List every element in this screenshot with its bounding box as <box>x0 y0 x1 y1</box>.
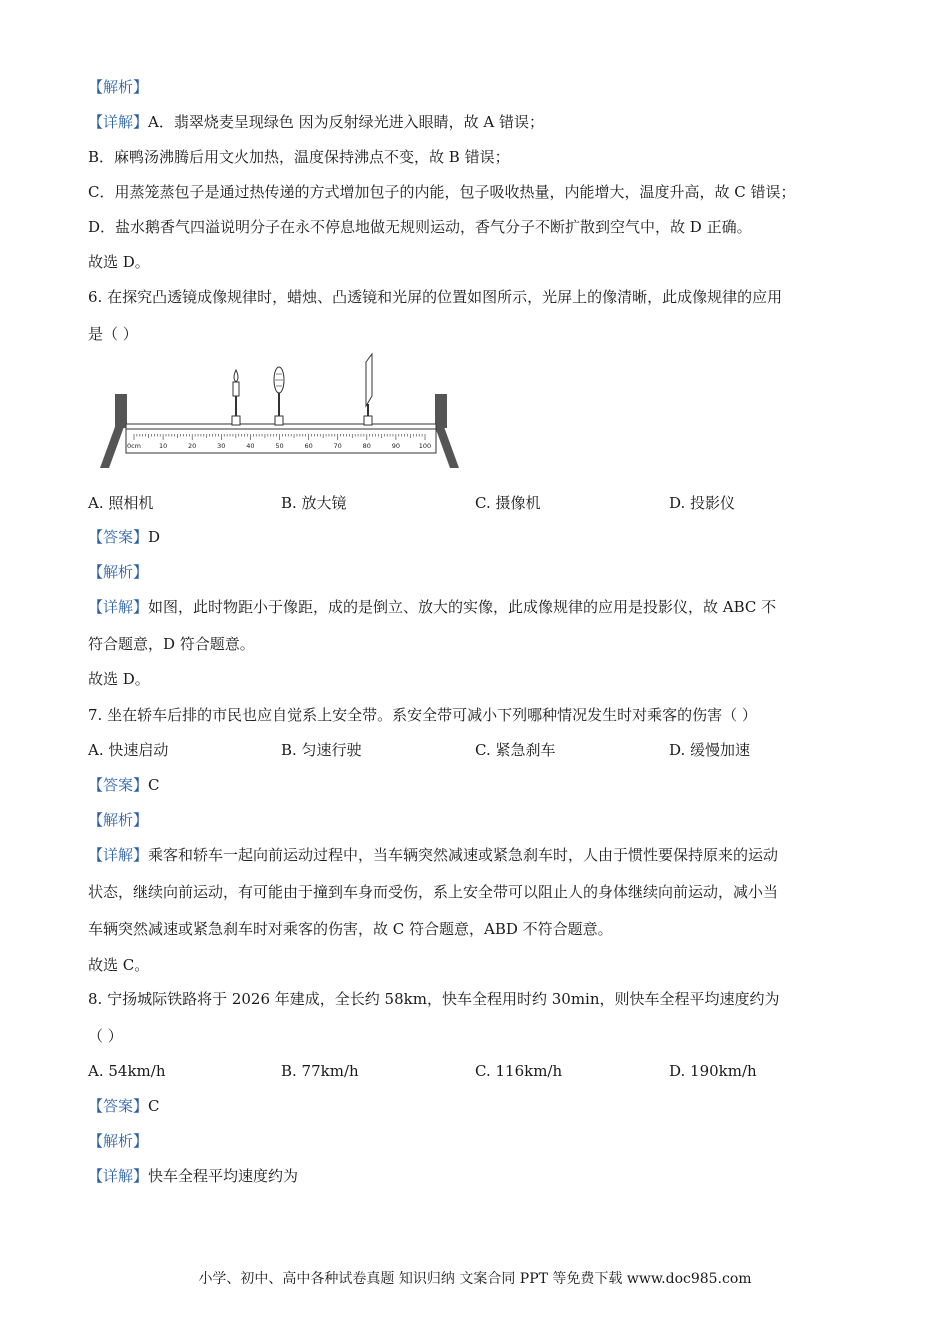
ruler-tick-label: 40 <box>246 442 255 450</box>
q6-answer <box>88 527 160 547</box>
q6-detail-line2: 符合题意，D 符合题意。 <box>88 635 255 653</box>
answer-tag: 【答案】 <box>88 776 149 794</box>
q5-conclusion: 故选 D。 <box>88 253 150 271</box>
q8-option-d: D. 190km/h <box>669 1062 757 1080</box>
q5-detail-d: D．盐水鹅香气四溢说明分子在永不停息地做无规则运动，香气分子不断扩散到空气中，故 D 正确。 <box>88 218 752 236</box>
q7-option-a: A. 快速启动 <box>88 741 169 759</box>
bench-left-end <box>115 394 127 428</box>
detail-tag: 【详解】 <box>88 113 149 131</box>
ruler-tick-label: 20 <box>188 442 197 450</box>
ruler-tick-label: 100 <box>418 442 432 450</box>
q7-answer <box>88 775 160 795</box>
q7-option-d: D. 缓慢加速 <box>669 741 751 759</box>
q8-detail-text: 快车全程平均速度约为 <box>148 1167 299 1185</box>
q5-detail-a-text: A．翡翠烧麦呈现绿色 因为反射绿光进入眼睛，故 A 错误； <box>148 113 544 131</box>
q5-detail-b: B．麻鸭汤沸腾后用文火加热，温度保持沸点不变，故 B 错误； <box>88 148 510 166</box>
q8-stem-line1: 8. 宁扬城际铁路将于 2026 年建成，全长约 58km，快车全程用时约 30min，则快车全程平均速度约为 <box>88 990 780 1008</box>
q8-option-b: B. 77km/h <box>281 1062 359 1080</box>
q8-answer-value: C <box>148 1097 160 1115</box>
bench-left-leg <box>100 424 125 468</box>
q6-detail-text: 如图，此时物距小于像距，成的是倒立、放大的实像，此成像规律的应用是投影仪，故 ABC 不 <box>148 598 777 616</box>
analysis-tag: 【解析】 <box>88 78 149 96</box>
answer-tag: 【答案】 <box>88 528 149 546</box>
q8-stem-line2: （ ） <box>88 1027 123 1045</box>
q8-detail <box>88 1166 298 1186</box>
detail-tag: 【详解】 <box>88 598 149 616</box>
ruler-tick-label: 60 <box>304 442 313 450</box>
ruler-tick-label: 90 <box>391 442 401 450</box>
bench-right-leg <box>434 424 459 468</box>
detail-tag: 【详解】 <box>88 846 149 864</box>
ruler-tick-label: 0cm <box>126 442 142 450</box>
q7-conclusion: 故选 C。 <box>88 956 150 974</box>
q6-answer-value: D <box>148 528 161 546</box>
answer-tag: 【答案】 <box>88 1097 149 1115</box>
q6-option-b: B. 放大镜 <box>281 494 347 512</box>
q6-detail-line1 <box>88 597 776 617</box>
q5-detail-a <box>88 112 544 132</box>
page-footer: 小学、初中、高中各种试卷真题 知识归纳 文案合同 PPT 等免费下载 www.doc985.com <box>198 1271 752 1287</box>
q8-option-c: C. 116km/h <box>475 1062 563 1080</box>
q6-option-c: C. 摄像机 <box>475 494 541 512</box>
light-screen <box>364 354 372 425</box>
q8-answer <box>88 1096 160 1116</box>
ruler-tick-label: 50 <box>275 442 284 450</box>
q7-detail-line1 <box>88 845 778 865</box>
candle <box>232 370 240 425</box>
ruler-tick-label: 10 <box>158 442 168 450</box>
q7-detail-text: 乘客和轿车一起向前运动过程中，当车辆突然减速或紧急刹车时，人由于惯性要保持原来的运动 <box>148 846 779 864</box>
optical-bench-figure <box>98 352 463 472</box>
q8-option-a: A. 54km/h <box>88 1062 166 1080</box>
q5-detail-c: C．用蒸笼蒸包子是通过热传递的方式增加包子的内能，包子吸收热量，内能增大，温度升高，故 C 错误； <box>88 183 796 201</box>
q6-option-d: D. 投影仪 <box>669 494 736 512</box>
q7-option-c: C. 紧急刹车 <box>475 741 556 759</box>
q7-detail-line3: 车辆突然减速或紧急刹车时对乘客的伤害，故 C 符合题意，ABD 不符合题意。 <box>88 920 613 938</box>
convex-lens <box>274 367 284 425</box>
q7-option-b: B. 匀速行驶 <box>281 741 362 759</box>
q6-stem-line2: 是（ ） <box>88 325 138 343</box>
bench-right-end <box>435 394 447 428</box>
ruler-tick-label: 80 <box>362 442 371 450</box>
q6-option-a: A. 照相机 <box>88 494 154 512</box>
q8-analysis-tag: 【解析】 <box>88 1132 149 1150</box>
ruler-tick-label: 30 <box>217 442 226 450</box>
ruler-tick-label: 70 <box>333 442 342 450</box>
q7-stem: 7. 坐在轿车后排的市民也应自觉系上安全带。系安全带可减小下列哪种情况发生时对乘客的伤害（ ） <box>88 706 757 724</box>
q7-detail-line2: 状态，继续向前运动，有可能由于撞到车身而受伤，系上安全带可以阻止人的身体继续向前运动，减小当 <box>88 883 779 901</box>
q6-stem-line1: 6. 在探究凸透镜成像规律时，蜡烛、凸透镜和光屏的位置如图所示，光屏上的像清晰，此成像规律的应用 <box>88 288 783 306</box>
q6-analysis-tag: 【解析】 <box>88 563 149 581</box>
q7-analysis-tag: 【解析】 <box>88 811 149 829</box>
q6-conclusion: 故选 D。 <box>88 670 150 688</box>
q7-answer-value: C <box>148 776 160 794</box>
detail-tag: 【详解】 <box>88 1167 149 1185</box>
